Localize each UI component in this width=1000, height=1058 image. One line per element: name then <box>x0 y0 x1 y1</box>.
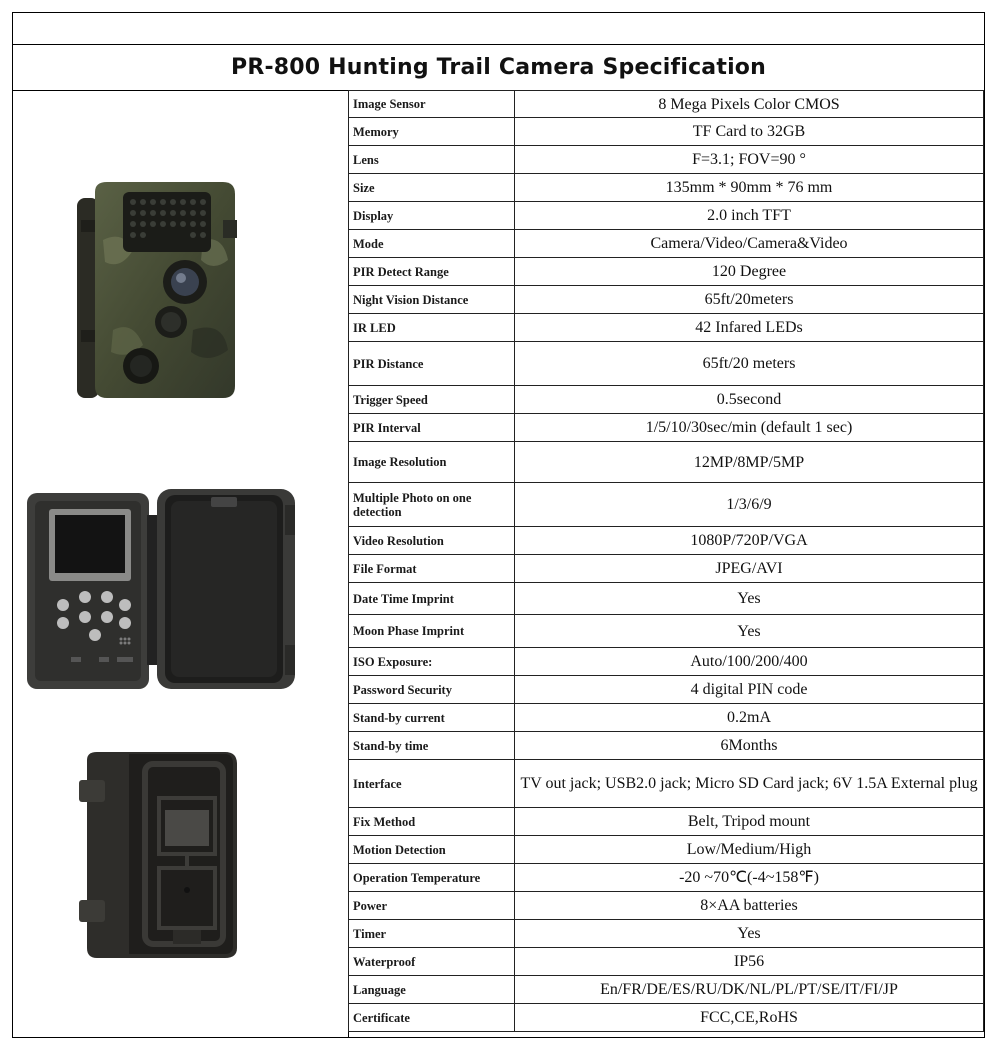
table-row <box>349 386 984 414</box>
table-row <box>349 555 984 583</box>
spec-label: Language <box>349 976 515 1004</box>
spec-label: Display <box>349 202 515 230</box>
table-row <box>349 258 984 286</box>
title-row <box>13 44 984 91</box>
table-row <box>349 118 984 146</box>
table-row <box>349 442 984 483</box>
spec-value: Yes <box>515 583 984 615</box>
spec-label: Interface <box>349 760 515 808</box>
table-row <box>349 892 984 920</box>
spec-value: Camera/Video/Camera&Video <box>515 230 984 258</box>
table-row <box>349 527 984 555</box>
spec-label: Fix Method <box>349 808 515 836</box>
spec-label: Waterproof <box>349 948 515 976</box>
spec-value: 1/5/10/30sec/min (default 1 sec) <box>515 414 984 442</box>
spec-value: 8×AA batteries <box>515 892 984 920</box>
table-row <box>349 174 984 202</box>
spec-label: Stand-by current <box>349 704 515 732</box>
table-row <box>349 583 984 615</box>
front-camera-photo <box>73 180 248 410</box>
table-row <box>349 836 984 864</box>
table-row <box>349 483 984 527</box>
spec-label: Trigger Speed <box>349 386 515 414</box>
spec-value: FCC,CE,RoHS <box>515 1004 984 1032</box>
spec-label: Password Security <box>349 676 515 704</box>
spec-value: 8 Mega Pixels Color CMOS <box>515 91 984 118</box>
spec-value: 4 digital PIN code <box>515 676 984 704</box>
spec-label: Lens <box>349 146 515 174</box>
spec-value: Yes <box>515 615 984 648</box>
spec-value: En/FR/DE/ES/RU/DK/NL/PL/PT/SE/IT/FI/JP <box>515 976 984 1004</box>
spec-value: JPEG/AVI <box>515 555 984 583</box>
spec-value: 135mm * 90mm * 76 mm <box>515 174 984 202</box>
spec-label: Video Resolution <box>349 527 515 555</box>
spec-value: IP56 <box>515 948 984 976</box>
table-row <box>349 91 984 118</box>
spec-label: File Format <box>349 555 515 583</box>
table-row <box>349 864 984 892</box>
spec-label: Motion Detection <box>349 836 515 864</box>
spec-label: Multiple Photo on one detection <box>349 483 515 527</box>
spec-value: -20 ~70℃(-4~158℉) <box>515 864 984 892</box>
spec-value: 0.5second <box>515 386 984 414</box>
spec-value: TF Card to 32GB <box>515 118 984 146</box>
table-row <box>349 948 984 976</box>
spec-table <box>348 90 984 1032</box>
spec-value: 0.2mA <box>515 704 984 732</box>
table-row <box>349 314 984 342</box>
spec-label: Operation Temperature <box>349 864 515 892</box>
spec-label: Mode <box>349 230 515 258</box>
top-empty-row <box>13 13 984 45</box>
spec-value: 12MP/8MP/5MP <box>515 442 984 483</box>
spec-value: Auto/100/200/400 <box>515 648 984 676</box>
spec-label: PIR Distance <box>349 342 515 386</box>
spec-value: 65ft/20 meters <box>515 342 984 386</box>
spec-value: 1/3/6/9 <box>515 483 984 527</box>
spec-label: Certificate <box>349 1004 515 1032</box>
table-row <box>349 808 984 836</box>
product-photo-column <box>13 90 349 1037</box>
spec-label: ISO Exposure: <box>349 648 515 676</box>
table-row <box>349 1004 984 1032</box>
spec-value: Yes <box>515 920 984 948</box>
table-row <box>349 414 984 442</box>
table-row <box>349 976 984 1004</box>
spec-label: Date Time Imprint <box>349 583 515 615</box>
table-row <box>349 615 984 648</box>
spec-value: Low/Medium/High <box>515 836 984 864</box>
spec-label: Image Sensor <box>349 91 515 118</box>
spec-label: Night Vision Distance <box>349 286 515 314</box>
table-row <box>349 146 984 174</box>
spec-value: 6Months <box>515 732 984 760</box>
spec-value: 65ft/20meters <box>515 286 984 314</box>
spec-label: Stand-by time <box>349 732 515 760</box>
spec-label: IR LED <box>349 314 515 342</box>
table-row <box>349 676 984 704</box>
spec-value: 120 Degree <box>515 258 984 286</box>
spec-value: 1080P/720P/VGA <box>515 527 984 555</box>
spec-value: 2.0 inch TFT <box>515 202 984 230</box>
spec-label: Power <box>349 892 515 920</box>
spec-label: Memory <box>349 118 515 146</box>
spec-value: Belt, Tripod mount <box>515 808 984 836</box>
spec-label: Size <box>349 174 515 202</box>
spec-sheet <box>12 12 985 1038</box>
table-row <box>349 648 984 676</box>
table-row <box>349 286 984 314</box>
table-row <box>349 202 984 230</box>
table-row <box>349 760 984 808</box>
back-camera-photo <box>75 750 250 960</box>
spec-value: TV out jack; USB2.0 jack; Micro SD Card jack; 6V 1.5A External plug <box>515 760 984 808</box>
page-title: PR-800 Hunting Trail Camera Specification <box>231 54 766 80</box>
table-row <box>349 704 984 732</box>
table-row <box>349 230 984 258</box>
spec-value: F=3.1; FOV=90 ° <box>515 146 984 174</box>
spec-value: 42 Infared LEDs <box>515 314 984 342</box>
table-row <box>349 342 984 386</box>
spec-label: PIR Detect Range <box>349 258 515 286</box>
spec-label: Image Resolution <box>349 442 515 483</box>
spec-label: PIR Interval <box>349 414 515 442</box>
table-row <box>349 732 984 760</box>
spec-label: Moon Phase Imprint <box>349 615 515 648</box>
table-row <box>349 920 984 948</box>
open-camera-photo <box>21 485 301 695</box>
spec-label: Timer <box>349 920 515 948</box>
